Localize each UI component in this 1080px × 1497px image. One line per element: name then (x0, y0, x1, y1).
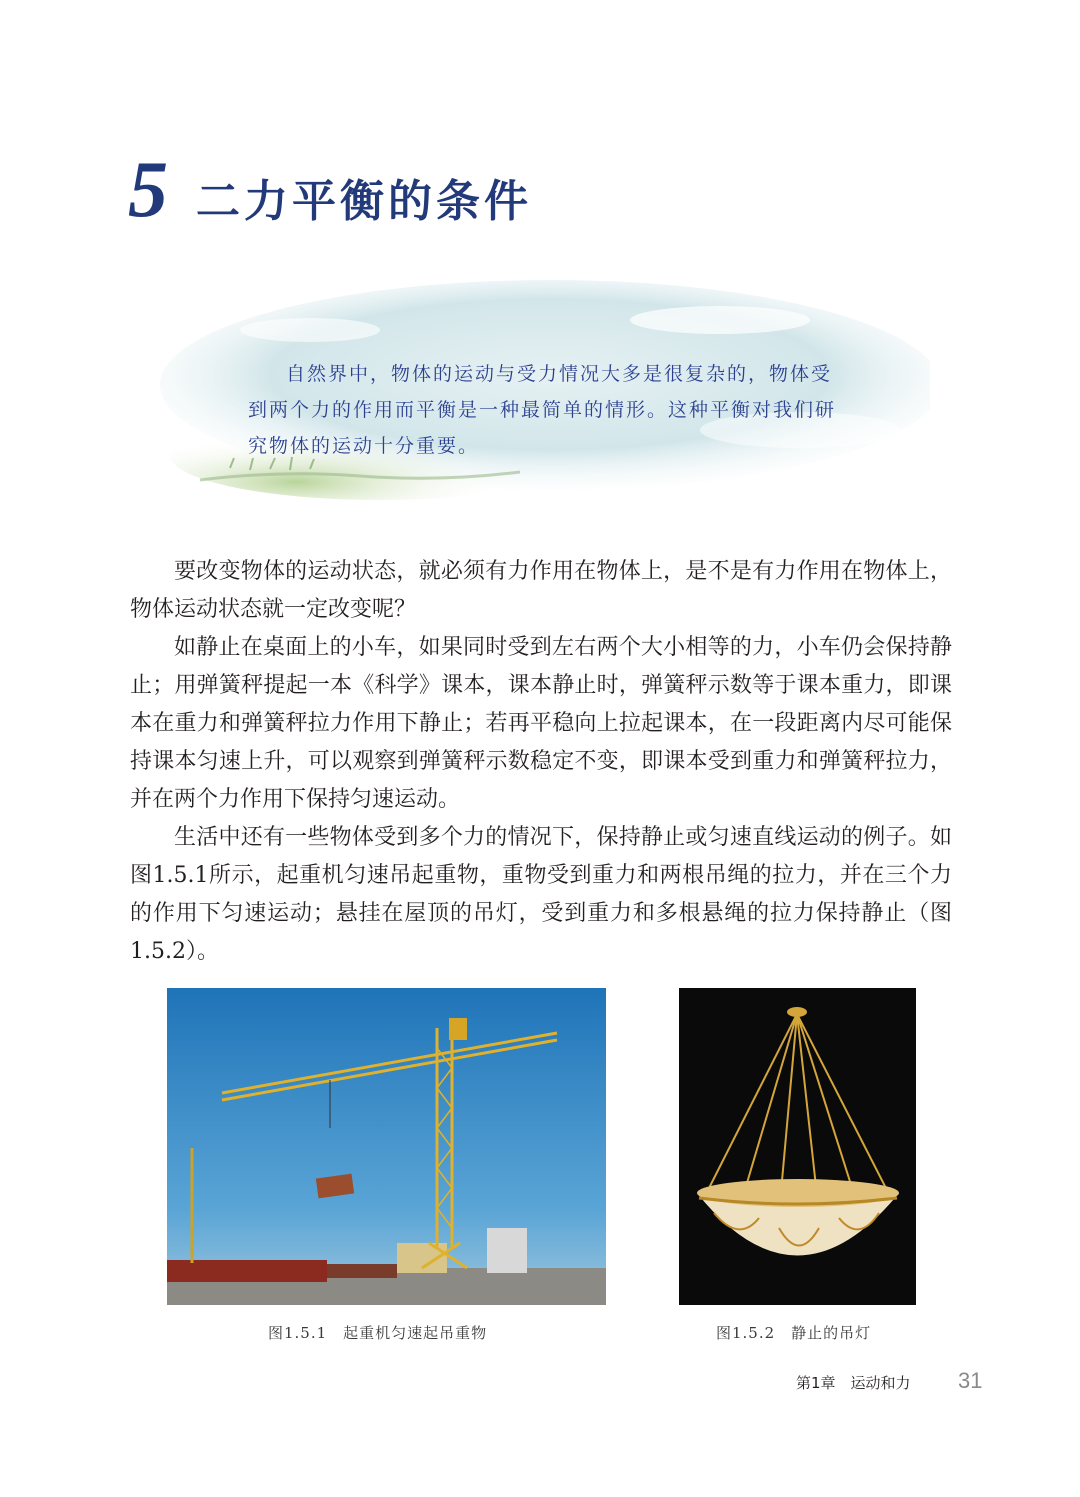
figure-2-caption: 图1.5.2 静止的吊灯 (716, 1324, 872, 1342)
intro-box (160, 280, 930, 505)
body-paragraph-3: 生活中还有一些物体受到多个力的情况下，保持静止或匀速直线运动的例子。如图1.5.1所示，起重机匀速吊起重物，重物受到重力和两根吊绳的拉力，并在三个力的作用下匀速运动；悬挂在屋顶的吊灯，受到重力和多根悬绳的拉力保持静止（图1.5.2）。 (130, 825, 952, 964)
page-number: 31 (958, 1368, 983, 1393)
body-text (130, 553, 952, 971)
chandelier-photo (679, 988, 916, 1305)
body-paragraph-2: 如静止在桌面上的小车，如果同时受到左右两个大小相等的力，小车仍会保持静止；用弹簧秤提起一本《科学》课本，课本静止时，弹簧秤示数等于课本重力，即课本在重力和弹簧秤拉力作用下静止；若再平稳向上拉起课本，在一段距离内尽可能保持课本匀速上升，可以观察到弹簧秤示数稳定不变，即课本受到重力和弹簧秤拉力，并在两个力作用下保持匀速运动。 (130, 635, 952, 812)
section-heading (128, 146, 532, 250)
crane-photo (167, 988, 606, 1305)
chapter-label: 第1章 运动和力 (796, 1374, 911, 1392)
figure-1-caption: 图1.5.1 起重机匀速起吊重物 (268, 1324, 488, 1342)
intro-paragraph: 自然界中，物体的运动与受力情况大多是很复杂的，物体受到两个力的作用而平衡是一种最简单的情形。这种平衡对我们研究物体的运动十分重要。 (248, 363, 837, 457)
intro-text (248, 356, 838, 464)
body-paragraph-1: 要改变物体的运动状态，就必须有力作用在物体上，是不是有力作用在物体上，物体运动状态就一定改变呢？ (130, 559, 952, 622)
section-number: 5 (128, 146, 168, 234)
section-title: 二力平衡的条件 (196, 176, 532, 227)
